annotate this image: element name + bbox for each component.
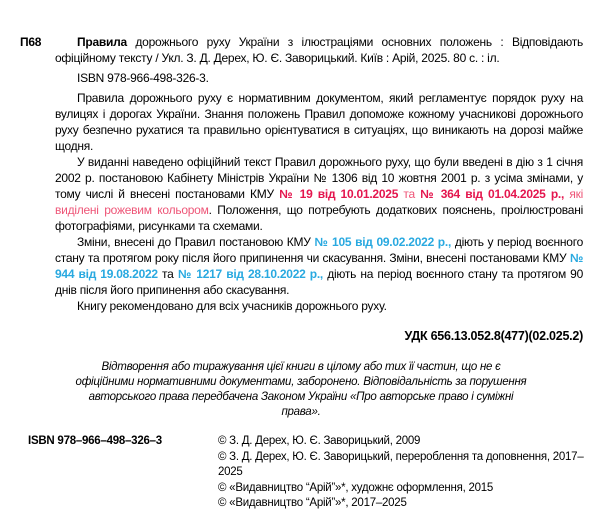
catalog-code: П68 bbox=[20, 35, 42, 49]
paragraph-intro bbox=[55, 90, 583, 154]
copyright-line-publisher-design: © «Видавництво “Арій”»*, художнє оформлення, 2015 bbox=[218, 481, 494, 494]
copyright-line-authors-2009: © З. Д. Дерех, Ю. Є. Заворицький, 2009 bbox=[218, 435, 421, 447]
text-segment: Зміни, внесені до Правил постановою КМУ bbox=[77, 235, 315, 249]
text-segment: та bbox=[157, 267, 178, 281]
paragraph-recommendation bbox=[55, 298, 583, 314]
text-segment: та bbox=[398, 187, 421, 201]
copyright-line-authors-revision: © З. Д. Дерех, Ю. Є. Заворицький, перероблення та доповнення, 2017–2025 bbox=[218, 450, 584, 478]
paragraph-wartime-amendments bbox=[55, 234, 583, 298]
text-segment: № 19 від 10.01.2025 bbox=[279, 187, 399, 201]
text-segment: дорожнього руху України з ілюстраціями основних положень : Відповідають офіційному тексту / Укл. З. Д. Дерех, Ю. Є. Заворицький. Київ : Арій, 2025. 80 с. : іл. bbox=[55, 35, 583, 65]
copyright-list bbox=[218, 434, 600, 512]
text-segment: Правила дорожнього руху є нормативним документом, який регламентує порядок руху на вулицях і дорогах України. Знання положень Правил допоможе кожному учасникові дорожнього руху безпечно рухатися та правильно орієнтуватися в ситуаціях, що виникають на дорозі майже щодня. bbox=[55, 91, 583, 153]
text-segment: Книгу рекомендовано для всіх учасників дорожнього руху. bbox=[77, 299, 387, 313]
paragraph-official-text bbox=[55, 154, 583, 234]
isbn-top-line: ISBN 978-966-498-326-3. bbox=[77, 71, 209, 85]
text-segment: . Положення, що потребують додаткових пояснень, проілюстровані фотографіями, рисунками та схемами. bbox=[55, 203, 583, 233]
text-segment: Правила bbox=[77, 35, 127, 49]
udc-number: УДК 656.13.052.8(477)(02.025.2) bbox=[404, 329, 583, 343]
text-segment: діють на період воєнного стану та протягом 90 днів після його припинення або скасування. bbox=[55, 267, 584, 297]
text-segment: діють у період воєнного стану та протягом року після його припинення чи скасування. Зміни, внесені постановами КМУ bbox=[55, 235, 583, 265]
text-segment: У виданні наведено офіційний текст Правил дорожнього руху, що були введені в дію з 1 січня 2002 р. постановою Кабінету Міністрів України № 1306 від 10 жовтня 2001 р. з усіма змінами, у тому числі й внесені постановами КМУ bbox=[55, 155, 583, 201]
text-segment: які виділені рожевим кольором bbox=[55, 187, 584, 217]
copyright-line-publisher-years: © «Видавництво “Арій”»*, 2017–2025 bbox=[218, 497, 407, 509]
bibliographic-entry bbox=[55, 34, 583, 66]
text-segment: № 1217 від 28.10.2022 р., bbox=[177, 267, 324, 281]
page-content bbox=[20, 34, 584, 420]
text-segment: № 364 від 01.04.2025 р., bbox=[420, 187, 565, 201]
text-segment: № 105 від 09.02.2022 р., bbox=[314, 235, 452, 249]
footer-block bbox=[0, 434, 600, 512]
copyright-disclaimer: Відтворення або тиражування цієї книги в цілому або тих її частин, що не є офіційними нормативними документами, заборонено. Відповідальність за порушення авторського права передбачена Законом України «Про авторське право і суміжні права». bbox=[75, 361, 527, 418]
text-segment: № 944 від 19.08.2022 bbox=[55, 251, 583, 281]
isbn-bottom: ISBN 978–966–498–326–3 bbox=[28, 435, 162, 447]
catalog-block bbox=[20, 34, 583, 86]
